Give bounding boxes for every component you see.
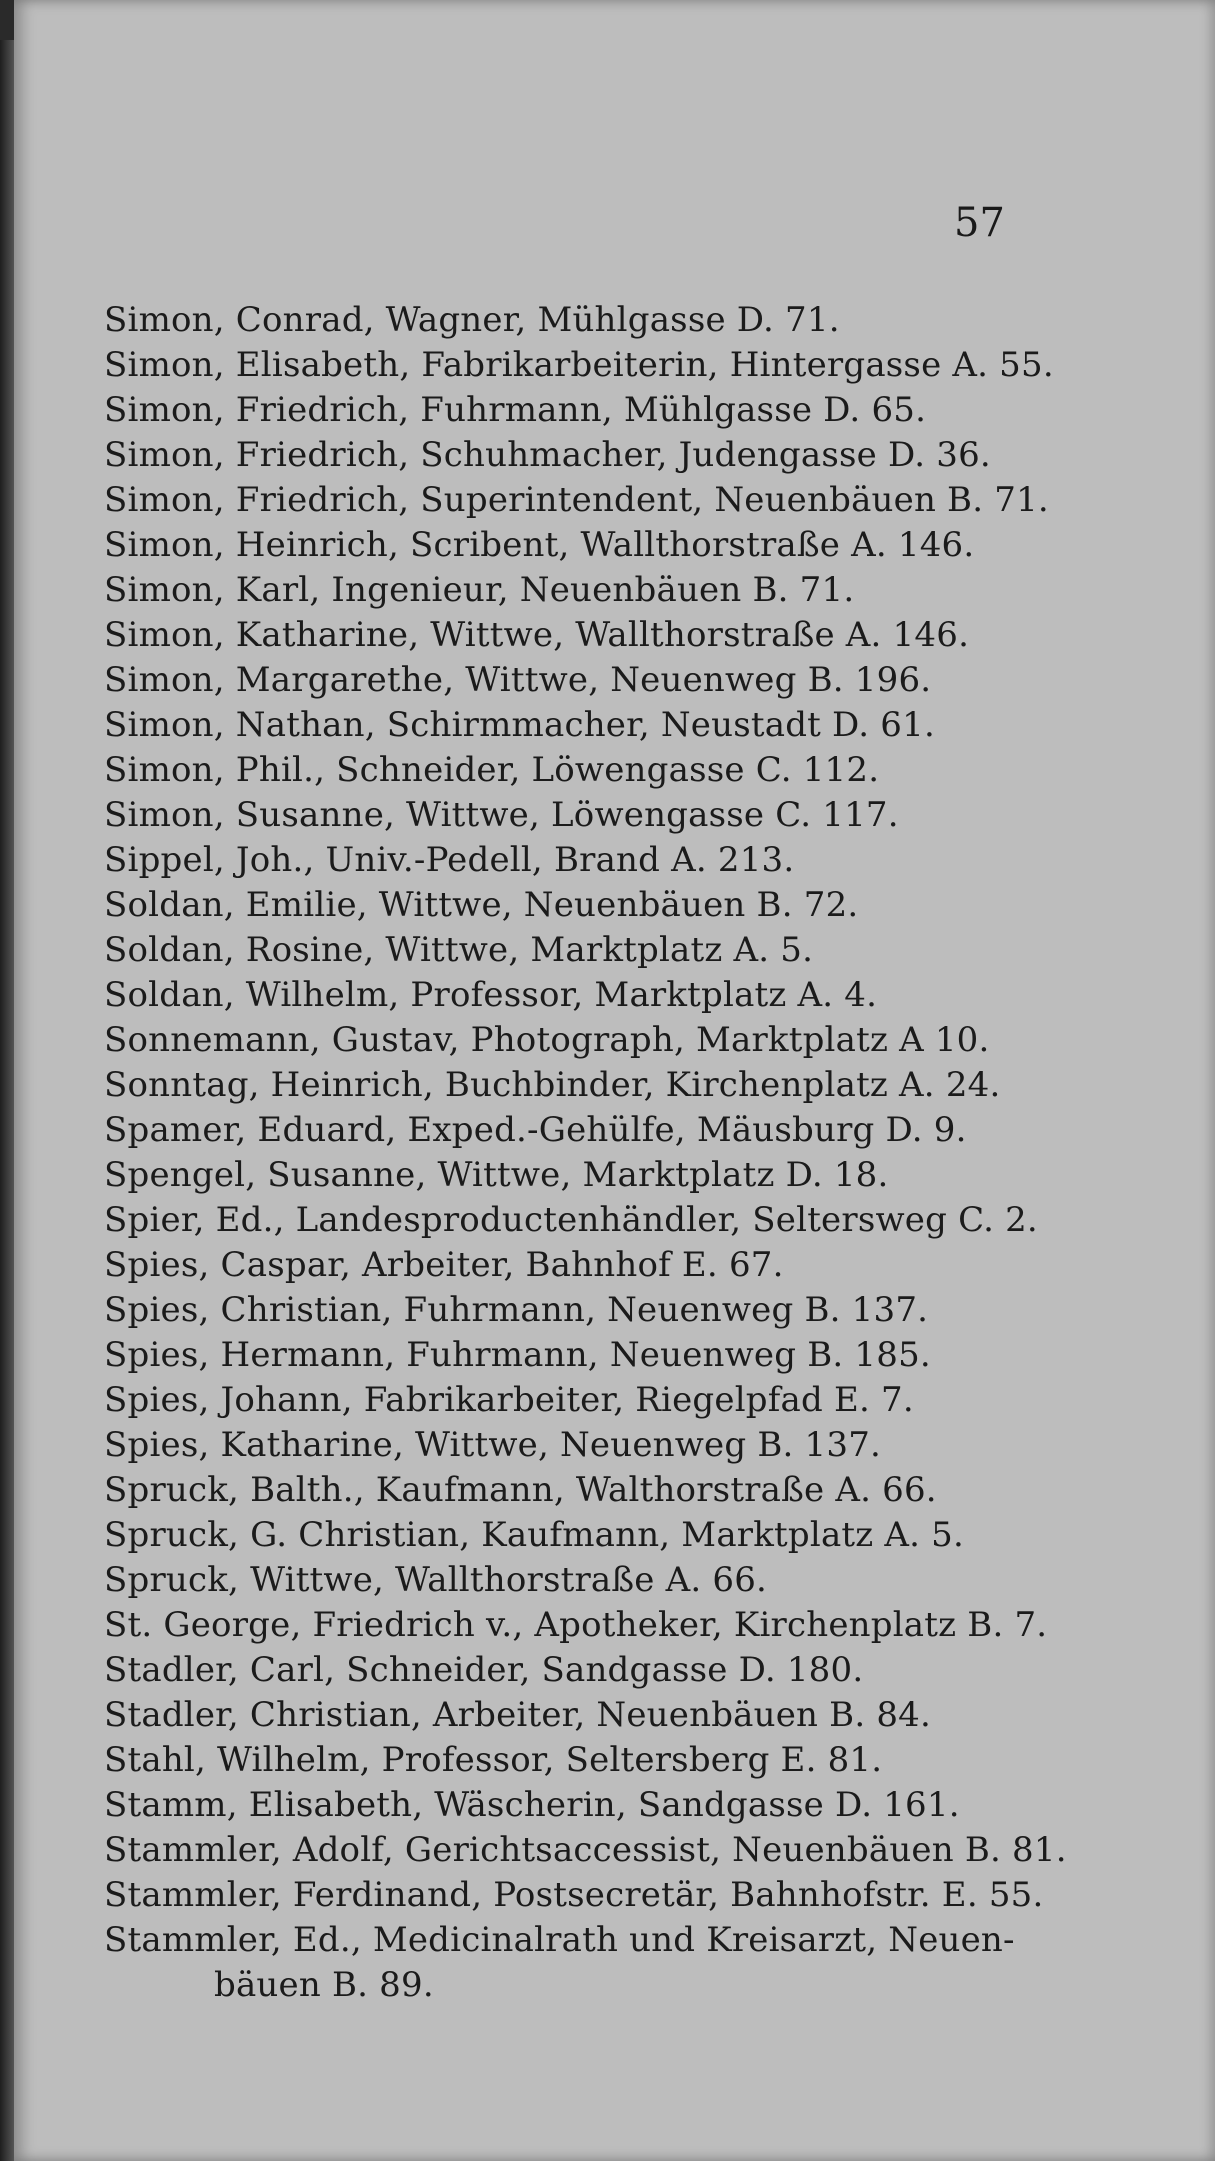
- directory-entry-text: Spruck, Wittwe, Wallthorstraße A. 66.: [104, 1560, 768, 1600]
- directory-entry: [104, 1243, 1204, 1288]
- directory-entry: [104, 478, 1204, 523]
- directory-entry-list: [104, 298, 1204, 2008]
- directory-entry: [104, 1333, 1204, 1378]
- directory-entry: [104, 1468, 1204, 1513]
- directory-entry-text: Simon, Friedrich, Superintendent, Neuenbäuen B. 71.: [104, 480, 1049, 520]
- directory-entry: [104, 1558, 1204, 1603]
- directory-entry-text: Sippel, Joh., Univ.-Pedell, Brand A. 213.: [104, 840, 795, 880]
- directory-entry: [104, 748, 1204, 793]
- directory-entry-text: Simon, Friedrich, Schuhmacher, Judengasse D. 36.: [104, 435, 991, 475]
- directory-entry: [104, 1603, 1204, 1648]
- directory-entry-text: Spamer, Eduard, Exped.-Gehülfe, Mäusburg D. 9.: [104, 1110, 967, 1150]
- directory-entry: [104, 1828, 1204, 1873]
- directory-entry-text: Sonnemann, Gustav, Photograph, Marktplatz A 10.: [104, 1020, 990, 1060]
- directory-entry-text: Simon, Elisabeth, Fabrikarbeiterin, Hintergasse A. 55.: [104, 345, 1054, 385]
- book-page: [14, 0, 1215, 2161]
- directory-entry-text: Soldan, Wilhelm, Professor, Marktplatz A. 4.: [104, 975, 878, 1015]
- directory-entry: [104, 838, 1204, 883]
- directory-entry-text: Sonntag, Heinrich, Buchbinder, Kirchenplatz A. 24.: [104, 1065, 1001, 1105]
- directory-entry: [104, 1783, 1204, 1828]
- directory-entry-text: Spruck, G. Christian, Kaufmann, Marktplatz A. 5.: [104, 1515, 965, 1555]
- directory-entry-text: Soldan, Rosine, Wittwe, Marktplatz A. 5.: [104, 930, 814, 970]
- directory-entry-text: Simon, Friedrich, Fuhrmann, Mühlgasse D. 65.: [104, 390, 927, 430]
- book-binding-edge: [0, 40, 14, 2161]
- directory-entry-text: Stammler, Ferdinand, Postsecretär, Bahnhofstr. E. 55.: [104, 1875, 1044, 1915]
- directory-entry-text: Simon, Conrad, Wagner, Mühlgasse D. 71.: [104, 300, 840, 340]
- directory-entry: [104, 1288, 1204, 1333]
- directory-entry-text: Stadler, Christian, Arbeiter, Neuenbäuen B. 84.: [104, 1695, 932, 1735]
- directory-entry-text: Simon, Susanne, Wittwe, Löwengasse C. 117.: [104, 795, 899, 835]
- directory-entry-text: Spruck, Balth., Kaufmann, Walthorstraße A. 66.: [104, 1470, 937, 1510]
- directory-entry: [104, 1198, 1204, 1243]
- directory-entry: [104, 433, 1204, 478]
- directory-entry: [104, 1378, 1204, 1423]
- directory-entry: [104, 1018, 1204, 1063]
- directory-entry: [104, 1513, 1204, 1558]
- directory-entry-text: Stahl, Wilhelm, Professor, Seltersberg E. 81.: [104, 1740, 883, 1780]
- directory-entry: [104, 1693, 1204, 1738]
- directory-entry: [104, 1738, 1204, 1783]
- directory-entry: [104, 1648, 1204, 1693]
- directory-entry: [104, 1918, 1204, 2008]
- directory-entry-text: St. George, Friedrich v., Apotheker, Kirchenplatz B. 7.: [104, 1605, 1048, 1645]
- directory-entry: [104, 883, 1204, 928]
- directory-entry: [104, 298, 1204, 343]
- directory-entry-text: Spies, Christian, Fuhrmann, Neuenweg B. 137.: [104, 1290, 929, 1330]
- directory-entry: [104, 1108, 1204, 1153]
- directory-entry-text: Soldan, Emilie, Wittwe, Neuenbäuen B. 72.: [104, 885, 859, 925]
- directory-entry-text: Simon, Margarethe, Wittwe, Neuenweg B. 196.: [104, 660, 932, 700]
- directory-entry: [104, 1153, 1204, 1198]
- directory-entry: [104, 973, 1204, 1018]
- directory-entry-text: Stamm, Elisabeth, Wäscherin, Sandgasse D. 161.: [104, 1785, 960, 1825]
- directory-entry: [104, 1423, 1204, 1468]
- directory-entry: [104, 568, 1204, 613]
- directory-entry-text: Stadler, Carl, Schneider, Sandgasse D. 180.: [104, 1650, 864, 1690]
- directory-entry: [104, 658, 1204, 703]
- directory-entry-text: Spier, Ed., Landesproductenhändler, Seltersweg C. 2.: [104, 1200, 1038, 1240]
- directory-entry-text: Simon, Heinrich, Scribent, Wallthorstraße A. 146.: [104, 525, 975, 565]
- directory-entry: [104, 793, 1204, 838]
- directory-entry-text: Spies, Johann, Fabrikarbeiter, Riegelpfad E. 7.: [104, 1380, 914, 1420]
- directory-entry: [104, 1063, 1204, 1108]
- directory-entry: [104, 388, 1204, 433]
- directory-entry-text: Simon, Nathan, Schirmmacher, Neustadt D. 61.: [104, 705, 935, 745]
- directory-entry-text: Simon, Karl, Ingenieur, Neuenbäuen B. 71.: [104, 570, 855, 610]
- directory-entry-text: Stammler, Ed., Medicinalrath und Kreisarzt, Neuen-: [104, 1920, 1015, 1960]
- directory-entry: [104, 613, 1204, 658]
- directory-entry-text: Stammler, Adolf, Gerichtsaccessist, Neuenbäuen B. 81.: [104, 1830, 1067, 1870]
- directory-entry-text: Spies, Caspar, Arbeiter, Bahnhof E. 67.: [104, 1245, 784, 1285]
- directory-entry: [104, 523, 1204, 568]
- page-number: 57: [954, 200, 1005, 246]
- directory-entry-text: Simon, Katharine, Wittwe, Wallthorstraße A. 146.: [104, 615, 970, 655]
- directory-entry-text: Spies, Katharine, Wittwe, Neuenweg B. 137.: [104, 1425, 882, 1465]
- directory-entry: [104, 928, 1204, 973]
- directory-entry-text: Spengel, Susanne, Wittwe, Marktplatz D. 18.: [104, 1155, 889, 1195]
- directory-entry: [104, 703, 1204, 748]
- directory-entry: [104, 343, 1204, 388]
- directory-entry: [104, 1873, 1204, 1918]
- directory-entry-text: Simon, Phil., Schneider, Löwengasse C. 112.: [104, 750, 880, 790]
- directory-entry-continuation: bäuen B. 89.: [214, 1965, 434, 2005]
- directory-entry-text: Spies, Hermann, Fuhrmann, Neuenweg B. 185.: [104, 1335, 931, 1375]
